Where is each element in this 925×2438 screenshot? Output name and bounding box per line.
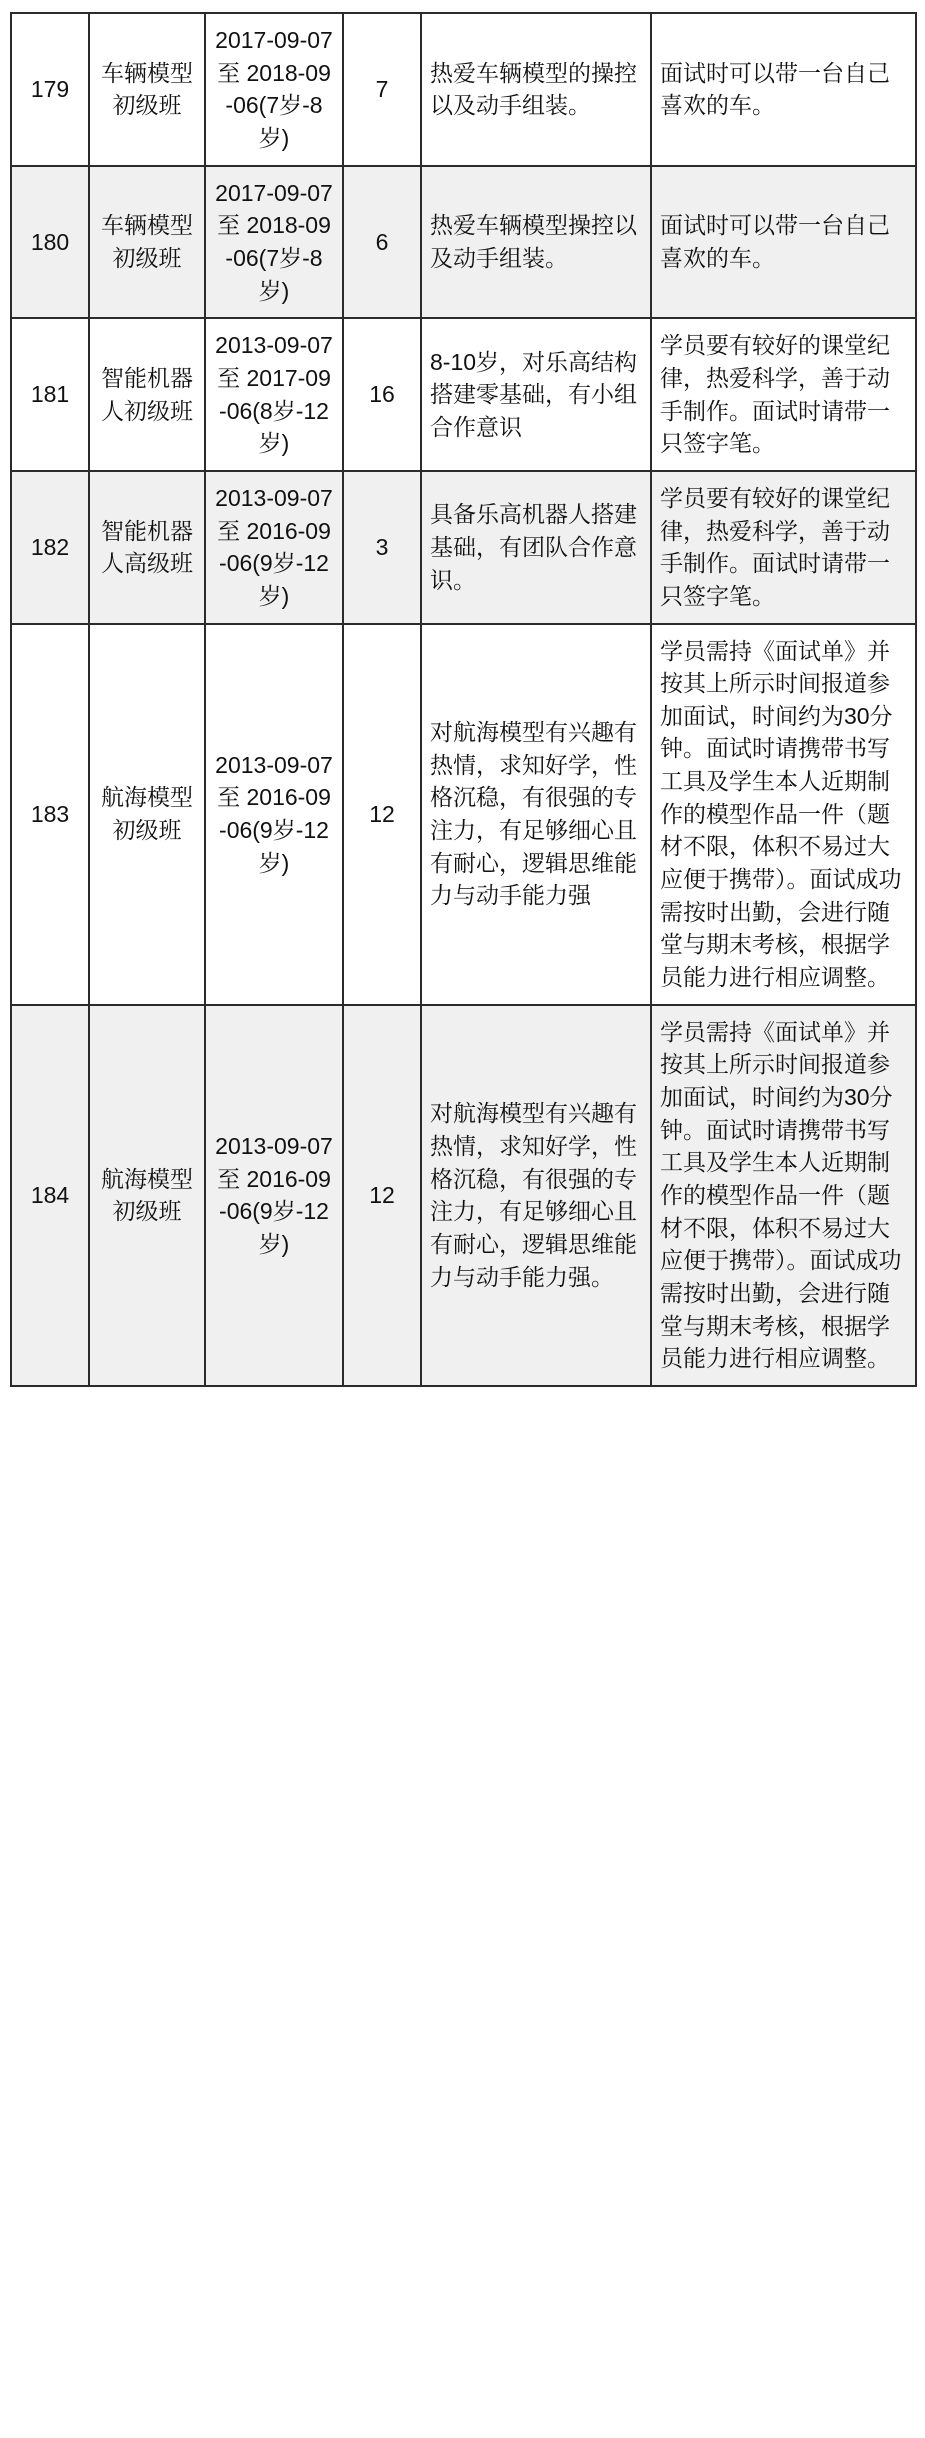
row-class-name: 车辆模型初级班 [89,166,205,319]
row-date-range: 2017-09-07 至 2018-09-06(7岁-8岁) [205,13,343,166]
row-date-range: 2017-09-07 至 2018-09-06(7岁-8岁) [205,166,343,319]
row-interview-note: 学员需持《面试单》并按其上所示时间报道参加面试，时间约为30分钟。面试时请携带书写工具及学生本人近期制作的模型作品一件（题材不限，体积不易过大应便于携带）。面试成功需按时出勤，会进行随堂与期末考核，根据学员能力进行相应调整。 [651,1005,916,1386]
row-id: 184 [11,1005,89,1386]
row-id: 180 [11,166,89,319]
row-class-name: 航海模型初级班 [89,1005,205,1386]
row-requirements: 8-10岁，对乐高结构搭建零基础，有小组合作意识 [421,318,651,471]
row-class-name: 智能机器人初级班 [89,318,205,471]
table-row [11,1005,916,1386]
table-row [11,166,916,319]
row-count: 16 [343,318,421,471]
row-count: 12 [343,1005,421,1386]
row-class-name: 智能机器人高级班 [89,471,205,624]
row-requirements: 具备乐高机器人搭建基础，有团队合作意识。 [421,471,651,624]
row-interview-note: 学员要有较好的课堂纪律，热爱科学，善于动手制作。面试时请带一只签字笔。 [651,318,916,471]
row-interview-note: 面试时可以带一台自己喜欢的车。 [651,166,916,319]
row-interview-note: 面试时可以带一台自己喜欢的车。 [651,13,916,166]
row-requirements: 热爱车辆模型的操控以及动手组装。 [421,13,651,166]
row-date-range: 2013-09-07 至 2016-09-06(9岁-12岁) [205,471,343,624]
row-count: 6 [343,166,421,319]
table-body [11,13,916,1386]
row-class-name: 车辆模型初级班 [89,13,205,166]
row-requirements: 热爱车辆模型操控以及动手组装。 [421,166,651,319]
table-row [11,318,916,471]
row-count: 12 [343,624,421,1005]
course-enrollment-table [10,12,917,1387]
row-id: 181 [11,318,89,471]
row-class-name: 航海模型初级班 [89,624,205,1005]
row-requirements: 对航海模型有兴趣有热情，求知好学，性格沉稳，有很强的专注力，有足够细心且有耐心，逻辑思维能力与动手能力强。 [421,1005,651,1386]
row-date-range: 2013-09-07 至 2016-09-06(9岁-12岁) [205,1005,343,1386]
row-date-range: 2013-09-07 至 2017-09-06(8岁-12岁) [205,318,343,471]
row-interview-note: 学员要有较好的课堂纪律，热爱科学，善于动手制作。面试时请带一只签字笔。 [651,471,916,624]
row-id: 183 [11,624,89,1005]
row-id: 179 [11,13,89,166]
table-row [11,13,916,166]
row-count: 3 [343,471,421,624]
row-date-range: 2013-09-07 至 2016-09-06(9岁-12岁) [205,624,343,1005]
row-interview-note: 学员需持《面试单》并按其上所示时间报道参加面试，时间约为30分钟。面试时请携带书写工具及学生本人近期制作的模型作品一件（题材不限，体积不易过大应便于携带）。面试成功需按时出勤，会进行随堂与期末考核，根据学员能力进行相应调整。 [651,624,916,1005]
table-row [11,471,916,624]
table-row [11,624,916,1005]
row-requirements: 对航海模型有兴趣有热情，求知好学，性格沉稳，有很强的专注力，有足够细心且有耐心，逻辑思维能力与动手能力强 [421,624,651,1005]
row-count: 7 [343,13,421,166]
row-id: 182 [11,471,89,624]
